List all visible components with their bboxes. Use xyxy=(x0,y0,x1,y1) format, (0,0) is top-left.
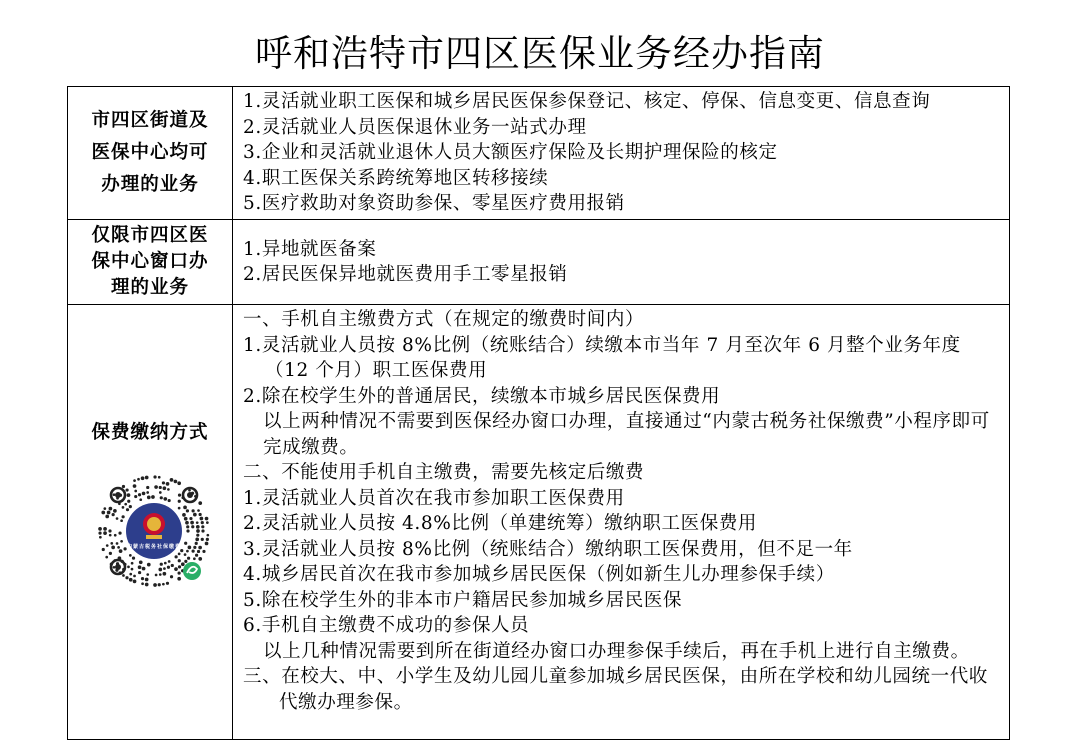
row-label-line: 医保中心均可 xyxy=(91,142,209,163)
mini-program-qr-code[interactable] xyxy=(98,475,210,587)
table-row xyxy=(68,220,1010,305)
row-content xyxy=(233,87,1010,220)
list-item: 2.灵活就业人员医保退休业务一站式办理 xyxy=(243,116,587,138)
list-item: 3.灵活就业人员按 8%比例（统账结合）缴纳职工医保费用，但不足一年 xyxy=(243,538,853,560)
list-item: 3.企业和灵活就业退休人员大额医疗保险及长期护理保险的核定 xyxy=(243,142,778,163)
row-label xyxy=(68,305,233,740)
section-heading: 二、不能使用手机自主缴费，需要先核定后缴费 xyxy=(243,462,645,483)
list-item: 6.手机自主缴费不成功的参保人员 xyxy=(243,615,530,636)
section-heading: 三、在校大、中、小学生及幼儿园儿童参加城乡居民医保，由所在学校和幼儿园统一代收代缴办理参保。 xyxy=(243,666,988,713)
list-item: 5.除在校学生外的非本市户籍居民参加城乡居民医保 xyxy=(243,589,683,611)
list-item: 2.除在校学生外的普通居民，续缴本市城乡居民医保费用 xyxy=(243,385,721,407)
row-label-line: 保中心窗口办 xyxy=(91,251,209,272)
row-label xyxy=(68,87,233,220)
list-item: 2.居民医保异地就医费用手工零星报销 xyxy=(243,264,568,285)
list-item: 1.灵活就业人员按 8%比例（统账结合）续缴本市当年 7 月至次年 6 月整个业务年度（12 个月）职工医保费用 xyxy=(243,334,961,381)
section-heading: 一、手机自主缴费方式（在规定的缴费时间内） xyxy=(243,309,645,330)
mini-program-icon xyxy=(183,562,201,580)
pay-method-label: 保费缴纳方式 xyxy=(91,422,209,443)
row-label-line: 办理的业务 xyxy=(101,174,199,195)
qr-caption: 内蒙古税务社保缴费 xyxy=(126,544,182,550)
list-item: 1.异地就医备案 xyxy=(243,238,377,260)
table-row xyxy=(68,305,1010,740)
list-item: 5.医疗救助对象资助参保、零星医疗费用报销 xyxy=(243,193,625,214)
row-content xyxy=(233,305,1010,740)
list-item: 4.职工医保关系跨统筹地区转移接续 xyxy=(243,167,549,189)
list-item: 2.灵活就业人员按 4.8%比例（单建统筹）缴纳职工医保费用 xyxy=(243,513,758,534)
row-label xyxy=(68,220,233,305)
row-label-line: 仅限市四区医 xyxy=(91,225,209,246)
table-row xyxy=(68,87,1010,220)
row-label-line: 理的业务 xyxy=(110,277,189,298)
list-item: 1.灵活就业人员首次在我市参加职工医保费用 xyxy=(243,487,625,509)
section-note: 以上两种情况不需要到医保经办窗口办理，直接通过“内蒙古税务社保缴费”小程序即可完成缴费。 xyxy=(263,411,990,458)
page-title: 呼和浩特市四区医保业务经办指南 xyxy=(255,32,825,75)
row-content xyxy=(233,220,1010,305)
row-label-line: 市四区街道及 xyxy=(91,110,209,131)
list-item: 4.城乡居民首次在我市参加城乡居民医保（例如新生儿办理参保手续） xyxy=(243,564,835,585)
section-note: 以上几种情况需要到所在街道经办窗口办理参保手续后，再在手机上进行自主缴费。 xyxy=(263,640,970,662)
guide-table xyxy=(67,86,1010,740)
list-item: 1.灵活就业职工医保和城乡居民医保参保登记、核定、停保、信息变更、信息查询 xyxy=(243,91,931,112)
